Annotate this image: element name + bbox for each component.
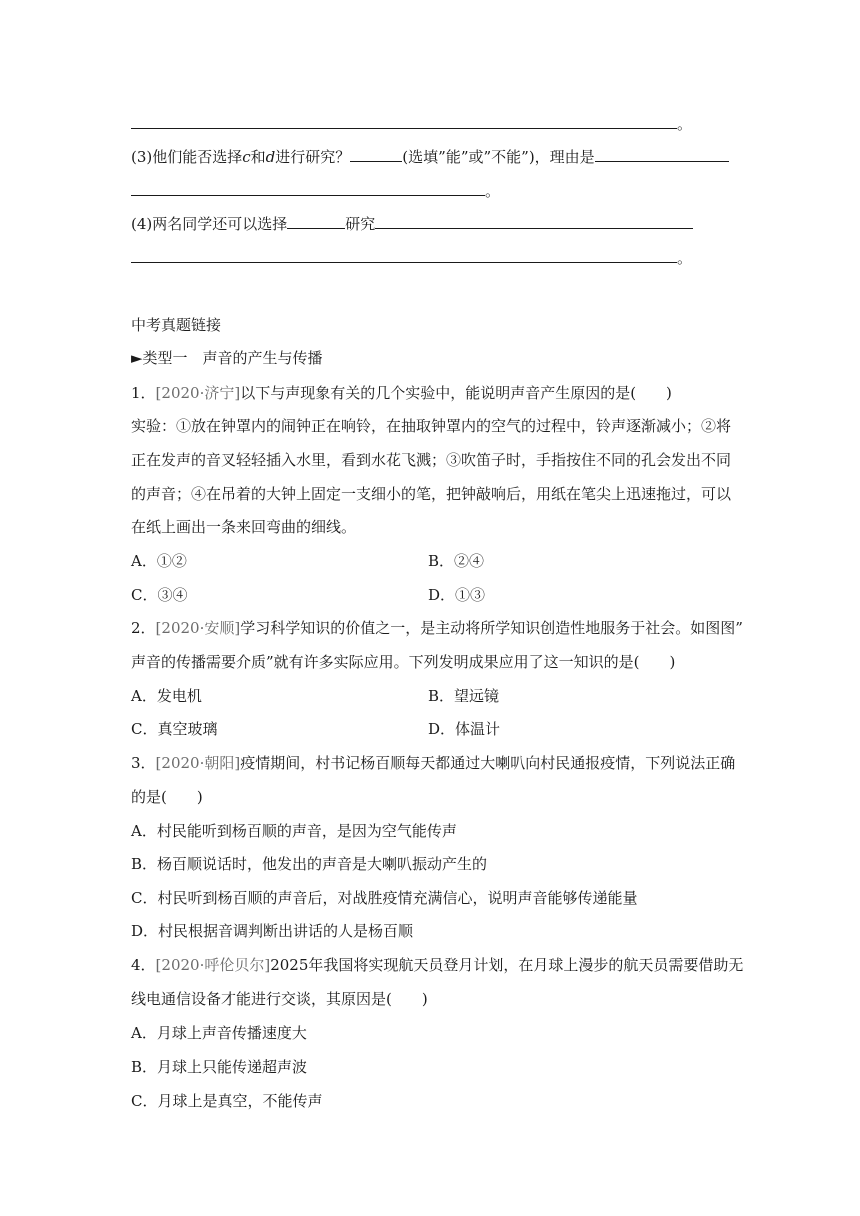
- option-b[interactable]: B．月球上只能传递超声波: [131, 1058, 308, 1076]
- option-c[interactable]: C．真空玻璃: [131, 720, 218, 738]
- question-text: 线电通信设备才能进行交谈，其原因是( ): [131, 990, 428, 1008]
- answer-blank[interactable]: [595, 147, 729, 162]
- option-c[interactable]: C．村民听到杨百顺的声音后，对战胜疫情充满信心，说明声音能够传递能量: [131, 889, 638, 907]
- question-text: 声音的传播需要介质”就有许多实际应用。下列发明成果应用了这一知识的是( ): [131, 653, 676, 671]
- answer-blank[interactable]: [375, 214, 693, 229]
- option-c[interactable]: C．③④: [131, 586, 188, 604]
- question-text: 在纸上画出一条来回弯曲的细线。: [131, 518, 357, 536]
- question-1: 1．[2020·济宁]以下与声现象有关的几个实验中，能说明声音产生原因的是( ): [131, 384, 672, 402]
- answer-line: 。: [131, 181, 500, 201]
- question-4: 4．[2020·呼伦贝尔]2025年我国将实现航天员登月计划，在月球上漫步的航天员需要借助无: [131, 956, 744, 974]
- option-b[interactable]: B．杨百顺说话时，他发出的声音是大喇叭振动产生的: [131, 855, 488, 873]
- option-a[interactable]: A．①②: [131, 552, 187, 570]
- question-source: [2020·济宁]: [155, 384, 241, 402]
- section-title: 中考真题链接: [131, 316, 222, 334]
- option-a[interactable]: A．月球上声音传播速度大: [131, 1024, 307, 1042]
- option-b[interactable]: B．望远镜: [428, 687, 500, 705]
- answer-blank[interactable]: [287, 214, 345, 229]
- option-a[interactable]: A．村民能听到杨百顺的声音，是因为空气能传声: [131, 822, 457, 840]
- answer-blank[interactable]: [131, 114, 677, 129]
- answer-blank[interactable]: [350, 147, 402, 162]
- question-2: 2．[2020·安顺]学习科学知识的价值之一，是主动将所学知识创造性地服务于社会。如图图”: [131, 619, 743, 637]
- question-source: [2020·呼伦贝尔]: [155, 956, 271, 974]
- option-d[interactable]: D．①③: [428, 586, 486, 604]
- option-a[interactable]: A．发电机: [131, 687, 202, 705]
- option-d[interactable]: D．体温计: [428, 720, 501, 738]
- question-text: 正在发声的音叉轻轻插入水里，看到水花飞溅；③吹笛子时，手指按住不同的孔会发出不同: [131, 451, 732, 469]
- answer-line: 。: [131, 248, 692, 268]
- question-4-prev: (4)两名同学还可以选择 研究: [131, 214, 693, 234]
- type-label: ►类型一 声音的产生与传播: [131, 349, 323, 367]
- answer-blank[interactable]: [131, 181, 485, 196]
- option-b[interactable]: B．②④: [428, 552, 485, 570]
- question-text: 的是( ): [131, 788, 203, 806]
- question-text: 的声音；④在吊着的大钟上固定一支细小的笔，把钟敲响后，用纸在笔尖上迅速拖过，可以: [131, 485, 732, 503]
- option-d[interactable]: D．村民根据音调判断出讲话的人是杨百顺: [131, 922, 414, 940]
- question-3-prev: (3)他们能否选择c和d进行研究？ (选填”能”或”不能”)，理由是: [131, 147, 729, 167]
- answer-line: 。: [131, 114, 692, 134]
- question-source: [2020·朝阳]: [155, 754, 241, 772]
- answer-blank[interactable]: [131, 248, 677, 263]
- question-text: 实验：①放在钟罩内的闹钟正在响铃，在抽取钟罩内的空气的过程中，铃声逐渐减小；②将: [131, 417, 732, 435]
- question-3: 3．[2020·朝阳]疫情期间，村书记杨百顺每天都通过大喇叭向村民通报疫情，下列说法正确: [131, 754, 736, 772]
- question-source: [2020·安顺]: [155, 619, 241, 637]
- option-c[interactable]: C．月球上是真空，不能传声: [131, 1092, 323, 1110]
